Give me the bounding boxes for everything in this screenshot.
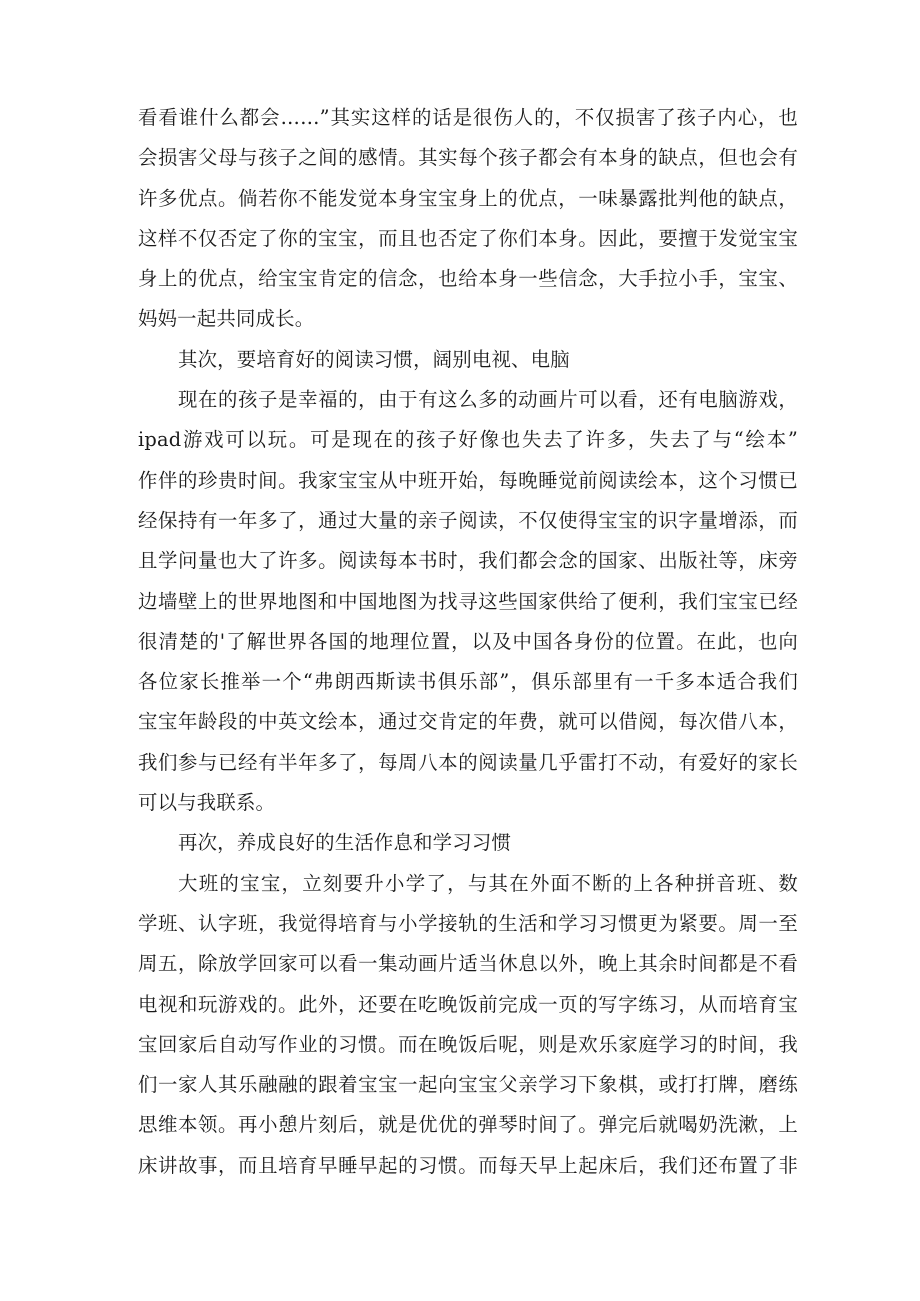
text-line: 其次，要培育好的阅读习惯，阔别电视、电脑	[178, 347, 570, 371]
text-line: 会损害父母与孩子之间的感情。其实每个孩子都会有本身的缺点，但也会有	[138, 146, 798, 170]
text-line: 很清楚的'了解世界各国的地理位置，以及中国各身份的位置。在此，也向	[138, 629, 798, 653]
text-line: ipad游戏可以玩。可是现在的孩子好像也失去了许多，失去了与“绘本”	[138, 428, 798, 452]
text-line: 经保持有一年多了，通过大量的亲子阅读，不仅使得宝宝的识字量增添，而	[138, 508, 798, 532]
text-line: 看看谁什么都会……”其实这样的话是很伤人的，不仅损害了孩子内心，也	[138, 106, 798, 129]
document-body	[138, 104, 798, 1192]
text-line: 可以与我联系。	[138, 791, 276, 815]
text-line: 这样不仅否定了你的宝宝，而且也否定了你们本身。因此，要擅于发觉宝宝	[138, 226, 798, 250]
text-line: 身上的优点，给宝宝肯定的信念，也给本身一些信念，大手拉小手，宝宝、	[138, 267, 798, 291]
text-line: 各位家长推举一个“弗朗西斯读书俱乐部”，俱乐部里有一千多本适合我们	[138, 670, 798, 694]
text-line: 电视和玩游戏的。此外，还要在吃晚饭前完成一页的写字练习，从而培育宝	[138, 992, 798, 1016]
text-line: 我们参与已经有半年多了，每周八本的阅读量几乎雷打不动，有爱好的家长	[138, 750, 798, 774]
text-line: 边墙壁上的世界地图和中国地图为找寻这些国家供给了便利，我们宝宝已经	[138, 589, 798, 613]
text-line: 作伴的珍贵时间。我家宝宝从中班开始，每晚睡觉前阅读绘本，这个习惯已	[138, 468, 798, 492]
text-line: 且学问量也大了许多。阅读每本书时，我们都会念的国家、出版社等，床旁	[138, 549, 798, 573]
text-line: 学班、认字班，我觉得培育与小学接轨的生活和学习习惯更为紧要。周一至	[138, 911, 798, 935]
text-line: 大班的宝宝，立刻要升小学了，与其在外面不断的上各种拼音班、数	[178, 871, 798, 895]
text-line: 现在的孩子是幸福的，由于有这么多的动画片可以看，还有电脑游戏，	[178, 388, 798, 412]
text-line: 床讲故事，而且培育早睡早起的习惯。而每天早上起床后，我们还布置了非	[138, 1153, 798, 1177]
text-line: 周五，除放学回家可以看一集动画片适当休息以外，晚上其余时间都是不看	[138, 952, 798, 976]
text-line: 们一家人其乐融融的跟着宝宝一起向宝宝父亲学习下象棋，或打打牌，磨练	[138, 1073, 798, 1097]
text-line: 妈妈一起共同成长。	[138, 307, 315, 331]
text-line: 再次，养成良好的生活作息和学习习惯	[178, 831, 512, 855]
text-line: 宝回家后自动写作业的习惯。而在晚饭后呢，则是欢乐家庭学习的时间，我	[138, 1032, 798, 1056]
text-line: 思维本领。再小憩片刻后，就是优优的弹琴时间了。弹完后就喝奶洗漱，上	[138, 1113, 798, 1137]
text-line: 宝宝年龄段的中英文绘本，通过交肯定的年费，就可以借阅，每次借八本，	[138, 710, 798, 734]
text-line: 许多优点。倘若你不能发觉本身宝宝身上的优点，一味暴露批判他的缺点，	[138, 186, 798, 210]
